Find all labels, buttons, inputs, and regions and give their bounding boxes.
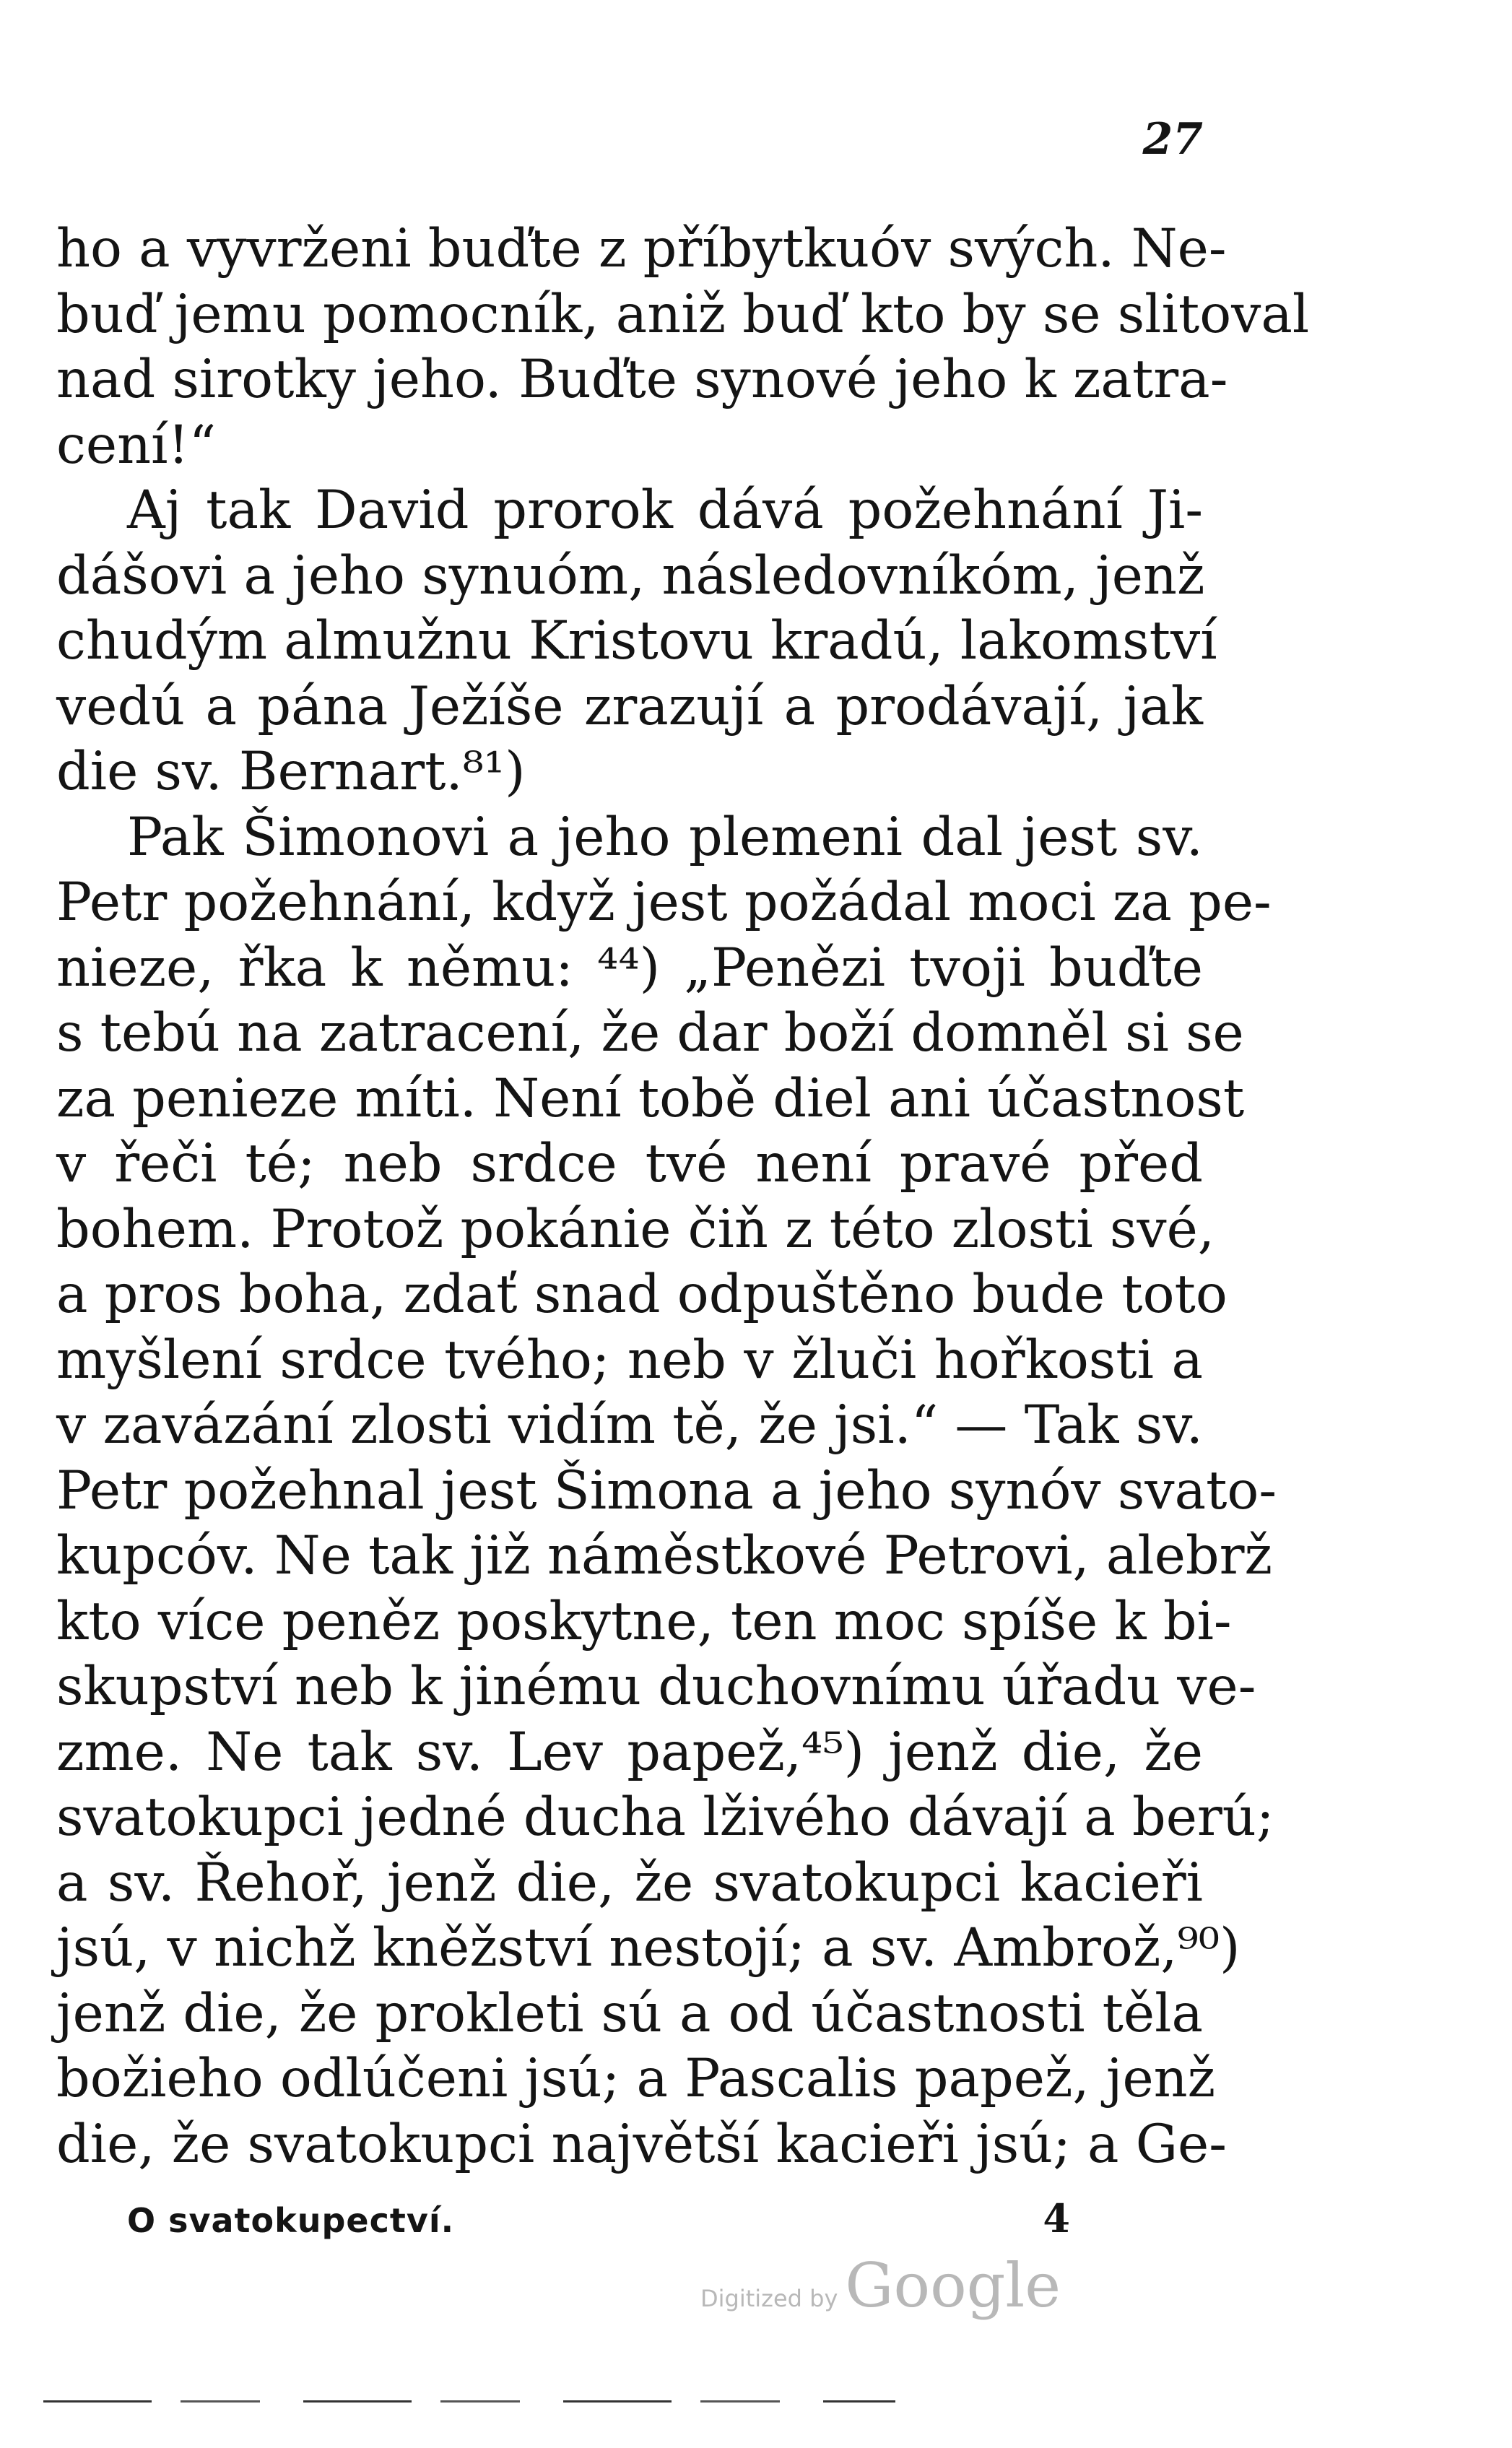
text-line-24: zme. Ne tak sv. Lev papež,⁴⁵) jenž die, že bbox=[56, 1721, 1203, 1783]
text-line-17: a pros boha, zdať snad odpuštěno bude toto bbox=[56, 1264, 1228, 1325]
text-line-3: nad sirotky jeho. Buďte synové jeho k zatra- bbox=[56, 349, 1228, 410]
text-line-30: die, že svatokupci najvětší kacieři jsú; a Ge- bbox=[56, 2113, 1227, 2175]
digitized-prefix: Digitized by bbox=[700, 2285, 838, 2312]
text-line-11: Petr požehnání, když jest požádal moci za pe- bbox=[56, 872, 1272, 933]
signature-label: O svatokupectví. bbox=[127, 2201, 455, 2240]
text-line-29: božieho odlúčeni jsú; a Pascalis papež, jenž bbox=[56, 2048, 1216, 2109]
text-line-28: jenž die, že prokleti sú a od účastnosti těla bbox=[56, 1982, 1203, 2044]
signature-number: 4 bbox=[1043, 2195, 1070, 2241]
text-line-13: s tebú na zatracení, že dar boží domněl si se bbox=[56, 1002, 1244, 1064]
page-footer bbox=[127, 2195, 1070, 2241]
text-line-6: dášovi a jeho synuóm, následovníkóm, jenž bbox=[56, 544, 1205, 607]
text-line-25: svatokupci jedné ducha lživého dávají a berú; bbox=[56, 1787, 1274, 1848]
text-line-12: nieze, řka k němu: ⁴⁴) „Penězi tvoji buďte bbox=[56, 937, 1203, 999]
text-line-5: Aj tak David prorok dává požehnání Ji- bbox=[127, 479, 1203, 541]
page-number: 27 bbox=[1142, 114, 1203, 165]
text-line-4: cení!“ bbox=[56, 414, 217, 476]
text-line-7: chudým almužnu Kristovu kradú, lakomství bbox=[56, 610, 1217, 672]
body-text bbox=[56, 217, 1310, 2177]
text-line-1: ho a vyvrženi buďte z příbytkuóv svých. Ne- bbox=[56, 218, 1227, 279]
text-line-9: die sv. Bernart.⁸¹) bbox=[56, 741, 526, 802]
text-line-8: vedú a pána Ježíše zrazují a prodávají, jak bbox=[56, 675, 1203, 737]
text-line-16: bohem. Protož pokánie čiň z této zlosti své, bbox=[56, 1198, 1215, 1260]
text-line-22: kto více peněz poskytne, ten moc spíše k bi- bbox=[56, 1590, 1232, 1652]
digitized-watermark bbox=[700, 2250, 1061, 2321]
text-line-14: za penieze míti. Není tobě diel ani účastnost bbox=[56, 1067, 1245, 1129]
text-line-10: Pak Šimonovi a jeho plemeni dal jest sv. bbox=[127, 806, 1203, 868]
text-line-23: skupství neb k jinému duchovnímu úřadu ve- bbox=[56, 1656, 1256, 1717]
text-line-19: v zavázání zlosti vidím tě, že jsi.“ — Tak sv. bbox=[56, 1394, 1203, 1456]
text-line-15: v řeči té; neb srdce tvé není pravé před bbox=[56, 1133, 1203, 1194]
text-line-21: kupcóv. Ne tak již náměstkové Petrovi, alebrž bbox=[56, 1525, 1272, 1587]
text-line-18: myšlení srdce tvého; neb v žluči hořkosti a bbox=[56, 1329, 1203, 1391]
scan-edge-divider bbox=[43, 2400, 895, 2403]
text-line-27: jsú, v nichž kněžství nestojí; a sv. Ambrož,⁹⁰) bbox=[56, 1917, 1241, 1979]
text-line-2: buď jemu pomocník, aniž buď kto by se slitoval bbox=[56, 283, 1310, 345]
digitized-brand: Google bbox=[845, 2250, 1061, 2321]
text-line-20: Petr požehnal jest Šimona a jeho synóv svato- bbox=[56, 1459, 1277, 1522]
text-line-26: a sv. Řehoř, jenž die, že svatokupci kacieři bbox=[56, 1852, 1203, 1914]
